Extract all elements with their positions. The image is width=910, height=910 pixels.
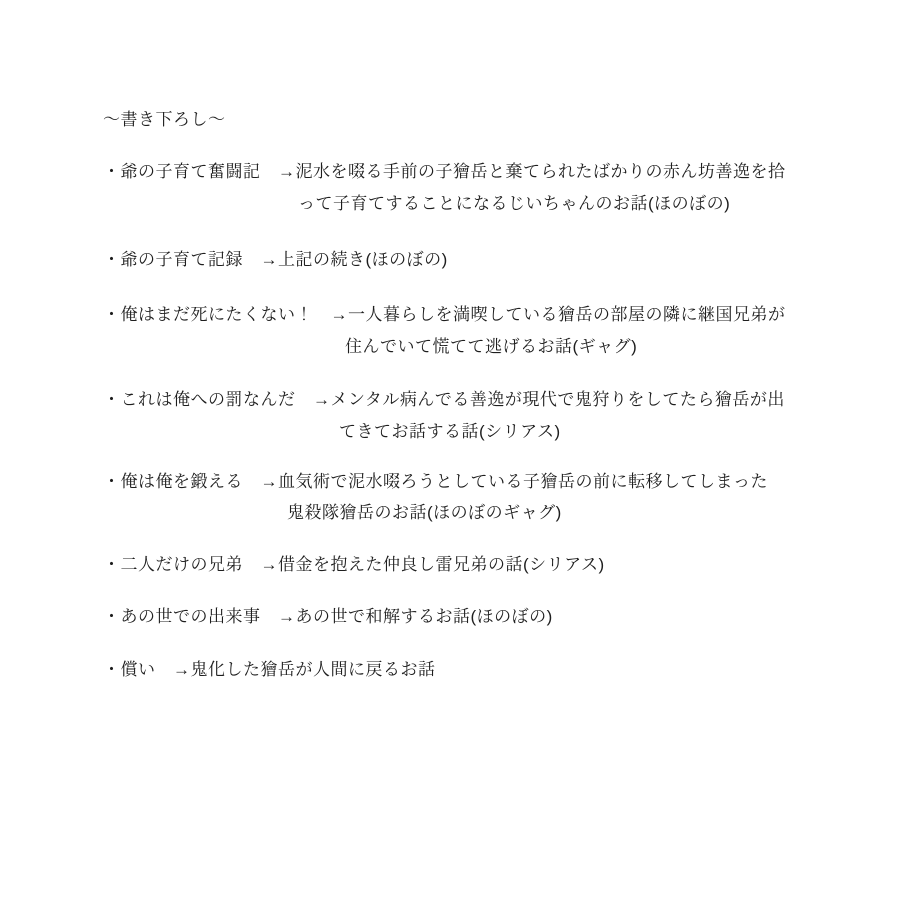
- story-entry-line: ・俺は俺を鍛える →血気術で泥水啜ろうとしている子獪岳の前に転移してしまった: [103, 472, 768, 491]
- story-entry-line-continuation: 住んでいて慌てて逃げるお話(ギャグ): [345, 337, 638, 356]
- story-entry-line: ・これは俺への罰なんだ →メンタル病んでる善逸が現代で鬼狩りをしてたら獪岳が出: [103, 390, 785, 409]
- story-entry-line-continuation: って子育てすることになるじいちゃんのお話(ほのぼの): [298, 194, 731, 213]
- story-entry-line: ・二人だけの兄弟 →借金を抱えた仲良し雷兄弟の話(シリアス): [103, 555, 605, 574]
- page-title: ～書き下ろし～: [103, 110, 226, 129]
- story-entry-line: ・償い →鬼化した獪岳が人間に戻るお話: [103, 660, 436, 679]
- story-entry-line: ・爺の子育て奮闘記 →泥水を啜る手前の子獪岳と棄てられたばかりの赤ん坊善逸を拾: [103, 162, 786, 181]
- story-entry-line-continuation: てきてお話する話(シリアス): [339, 422, 561, 441]
- story-entry-line-continuation: 鬼殺隊獪岳のお話(ほのぼのギャグ): [287, 503, 562, 522]
- story-entry-line: ・爺の子育て記録 →上記の続き(ほのぼの): [103, 250, 448, 269]
- story-entry-line: ・あの世での出来事 →あの世で和解するお話(ほのぼの): [103, 607, 553, 626]
- story-entry-line: ・俺はまだ死にたくない！ →一人暮らしを満喫している獪岳の部屋の隣に継国兄弟が: [103, 305, 786, 324]
